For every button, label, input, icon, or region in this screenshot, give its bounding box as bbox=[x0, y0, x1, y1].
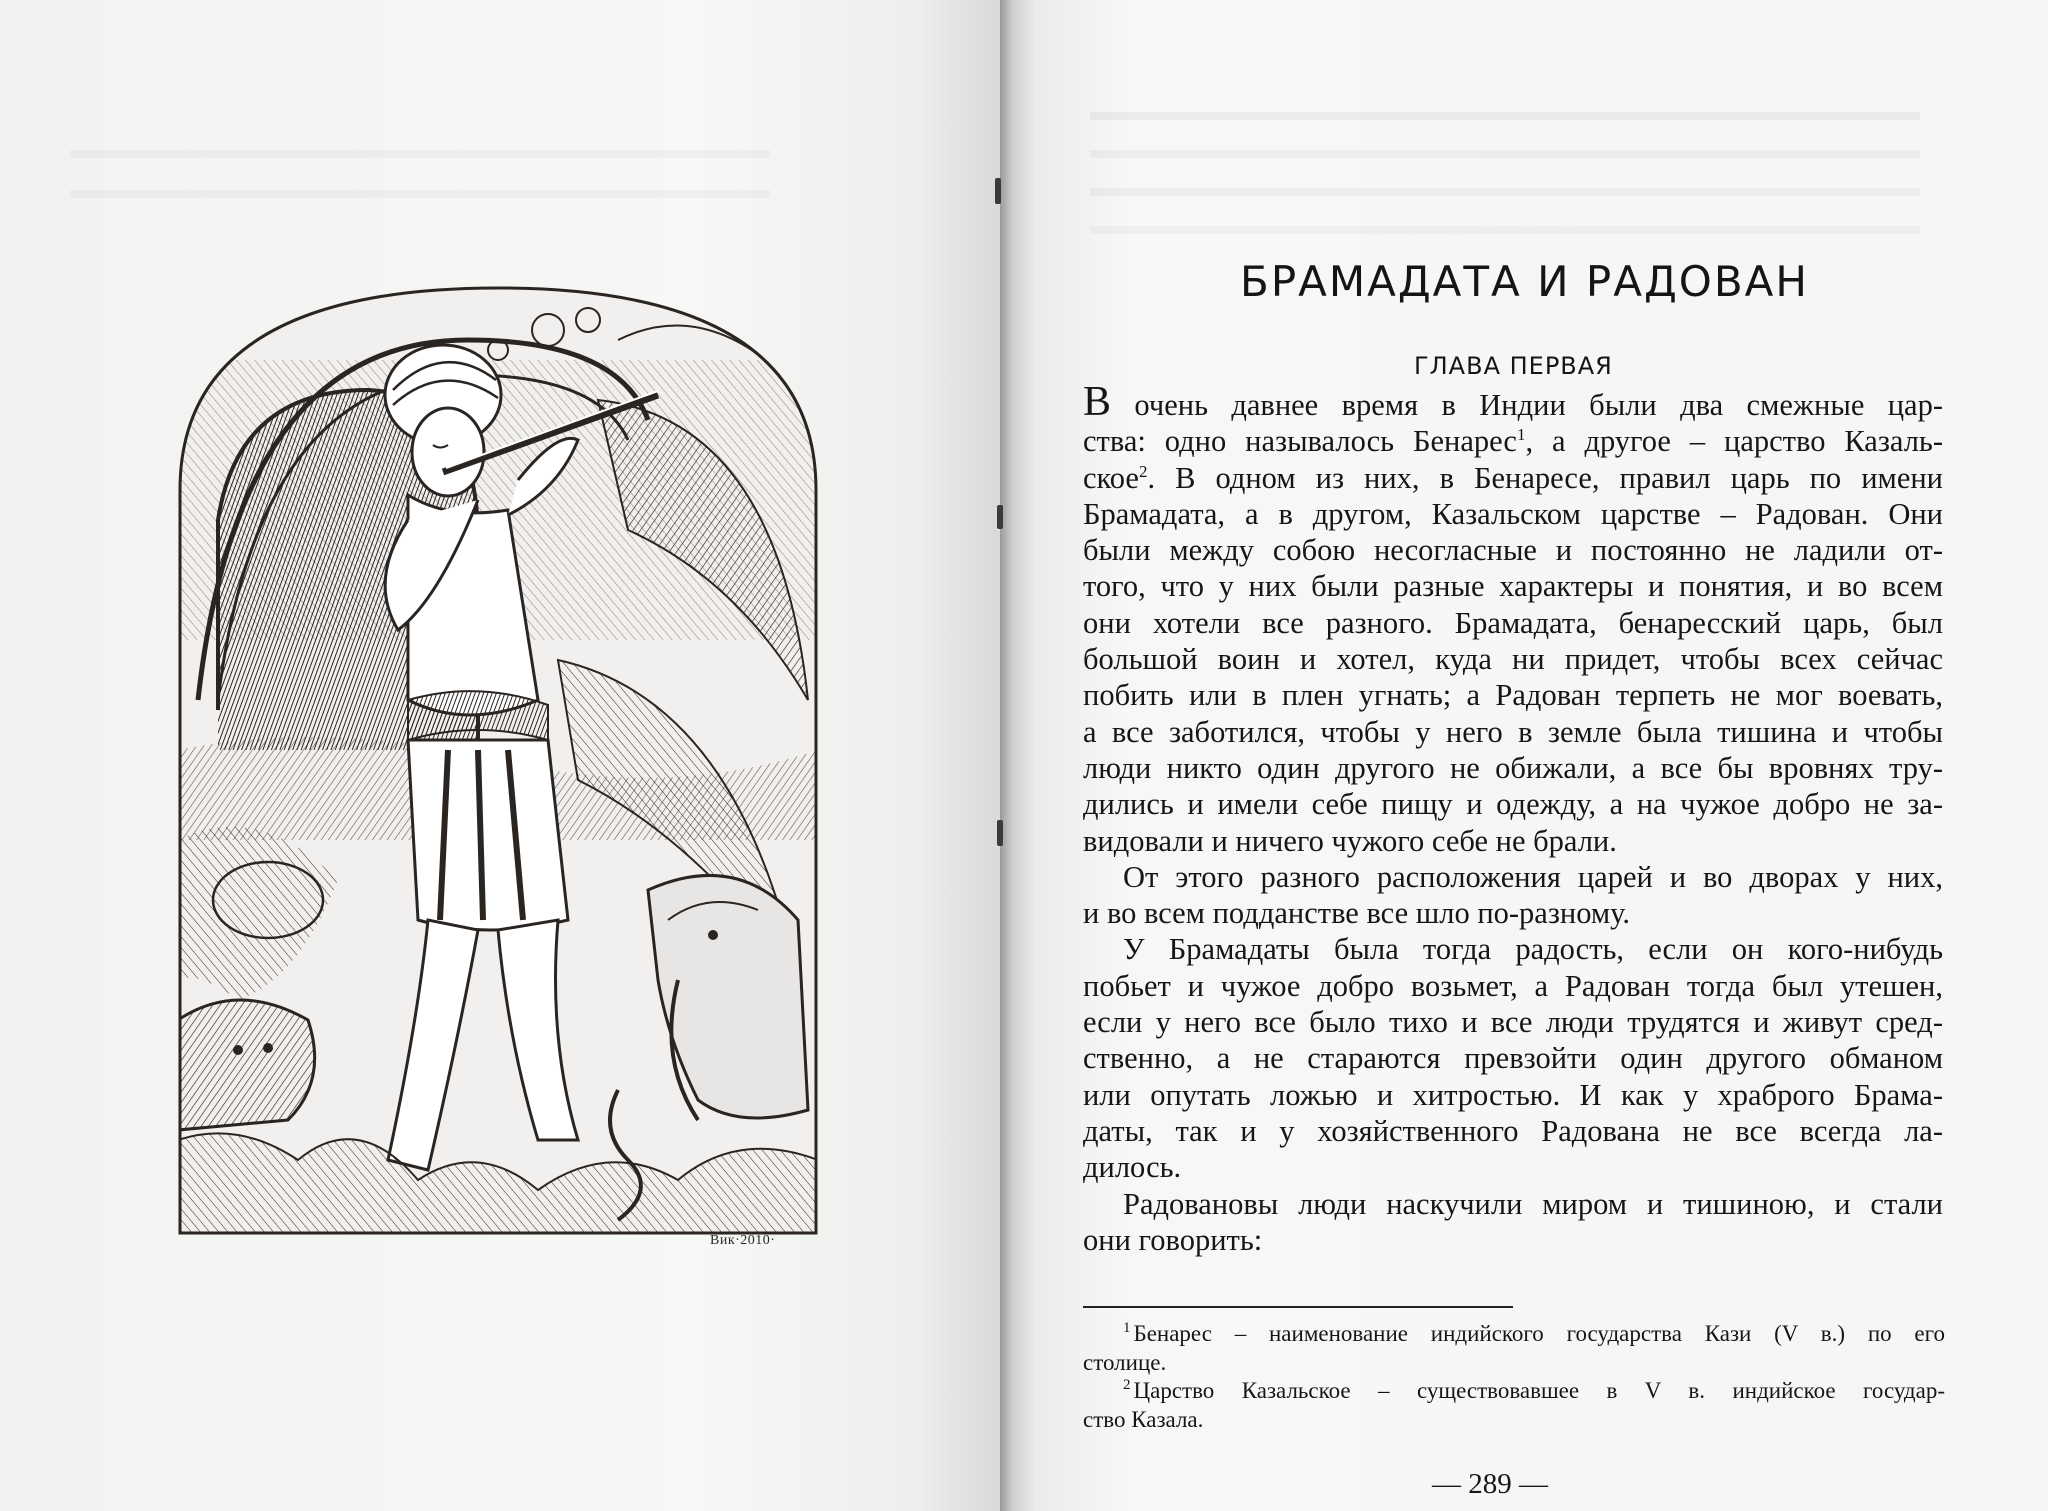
paragraph-1-line: люди никто один другого не обижали, а все бы вровнях тру- bbox=[1083, 750, 1943, 785]
paragraph-1-line: В очень давнее время в Индии были два смежные цар- bbox=[1083, 379, 1944, 425]
footnote-ref-2[interactable]: 2 bbox=[1138, 461, 1148, 481]
footnote-ref-1[interactable]: 1 bbox=[1516, 425, 1526, 445]
paragraph-1-line: ства: одно называлось Бенарес$^1$, а другое – царство Казаль- bbox=[1083, 424, 1943, 459]
paragraph-1-line: того, что у них были разные характеры и понятия, и во всем bbox=[1083, 569, 1943, 604]
footnote-1-line: $^1$ Бенарес – наименование индийского государства Кази (V в.) по его bbox=[1123, 1320, 1945, 1346]
story-title: БРАМАДАТА И РАДОВАН bbox=[1240, 257, 1809, 306]
paragraph-3-line: дилось. bbox=[1083, 1150, 1182, 1185]
footnote-number: 1 bbox=[1123, 1320, 1131, 1337]
paragraph-2-line: От этого разного расположения царей и во дворах у них, bbox=[1123, 859, 1943, 894]
gutter-mark bbox=[997, 505, 1003, 529]
paragraph-4-line: Радовановы люди наскучили миром и тишиною, и стали bbox=[1123, 1186, 1943, 1221]
paragraph-1-line: они хотели все разного. Брамадата, бенаресский царь, был bbox=[1083, 605, 1943, 640]
paragraph-3-line: У Брамадаты была тогда радость, если он кого-нибудь bbox=[1123, 932, 1943, 967]
paragraph-1-line: Брамадата, а в другом, Казальском царстве – Радован. Они bbox=[1083, 496, 1943, 531]
paragraph-1-line: были между собою несогласные и постоянно не ладили от- bbox=[1083, 533, 1943, 568]
paragraph-2-line: и во всем подданстве все шло по-разному. bbox=[1083, 896, 1631, 931]
page-number: — 289 — bbox=[1432, 1468, 1548, 1500]
paragraph-1-line: большой воин и хотел, куда ни придет, чтобы всех сейчас bbox=[1083, 642, 1943, 677]
footnotes bbox=[1083, 1320, 1945, 1434]
gutter-mark bbox=[997, 820, 1003, 846]
illustration-flute-player bbox=[178, 280, 818, 1235]
paragraph-3-line: побьет и чужое добро возьмет, а Радован тогда был утешен, bbox=[1083, 968, 1943, 1003]
paragraph-1-line: ское$^2$. В одном из них, в Бенаресе, правил царь по имени bbox=[1083, 460, 1943, 495]
paragraph-4-line: они говорить: bbox=[1083, 1222, 1263, 1257]
paragraph-1-line: видовали и ничего чужого себе не брали. bbox=[1083, 823, 1617, 858]
footnote-2-line: ство Казала. bbox=[1083, 1406, 1204, 1432]
gutter-mark bbox=[995, 178, 1001, 204]
paragraph-1-line: а все заботился, чтобы у него в земле была тишина и чтобы bbox=[1083, 714, 1943, 749]
chapter-heading: ГЛАВА ПЕРВАЯ bbox=[1414, 352, 1613, 380]
paragraph-3-line: если у него все было тихо и все люди трудятся и живут сред- bbox=[1083, 1005, 1943, 1040]
paragraph-3-line: даты, так и у хозяйственного Радована не все всегда ла- bbox=[1083, 1113, 1943, 1148]
illustration-caption: Вик·2010· bbox=[710, 1233, 776, 1248]
footnote-2-line: $^2$ Царство Казальское – существовавшее в V в. индийское государ- bbox=[1123, 1377, 1945, 1403]
paragraph-3-line: или опутать ложью и хитростью. И как у храброго Брама- bbox=[1083, 1077, 1943, 1112]
footnote-number: 2 bbox=[1123, 1377, 1131, 1394]
paragraph-1-line: дились и имели себе пищу и одежду, а на чужое добро не за- bbox=[1083, 787, 1943, 822]
body-text bbox=[1083, 379, 1944, 1258]
footnote-1-line: столице. bbox=[1083, 1349, 1167, 1375]
paragraph-1-line: побить или в плен угнать; а Радован терпеть не мог воевать, bbox=[1083, 678, 1943, 713]
drop-cap: В bbox=[1083, 379, 1112, 425]
paragraph-3-line: ственно, а не стараются превзойти один другого обманом bbox=[1083, 1041, 1943, 1076]
left-page bbox=[0, 0, 1000, 1511]
footnote-divider bbox=[1083, 1306, 1513, 1308]
